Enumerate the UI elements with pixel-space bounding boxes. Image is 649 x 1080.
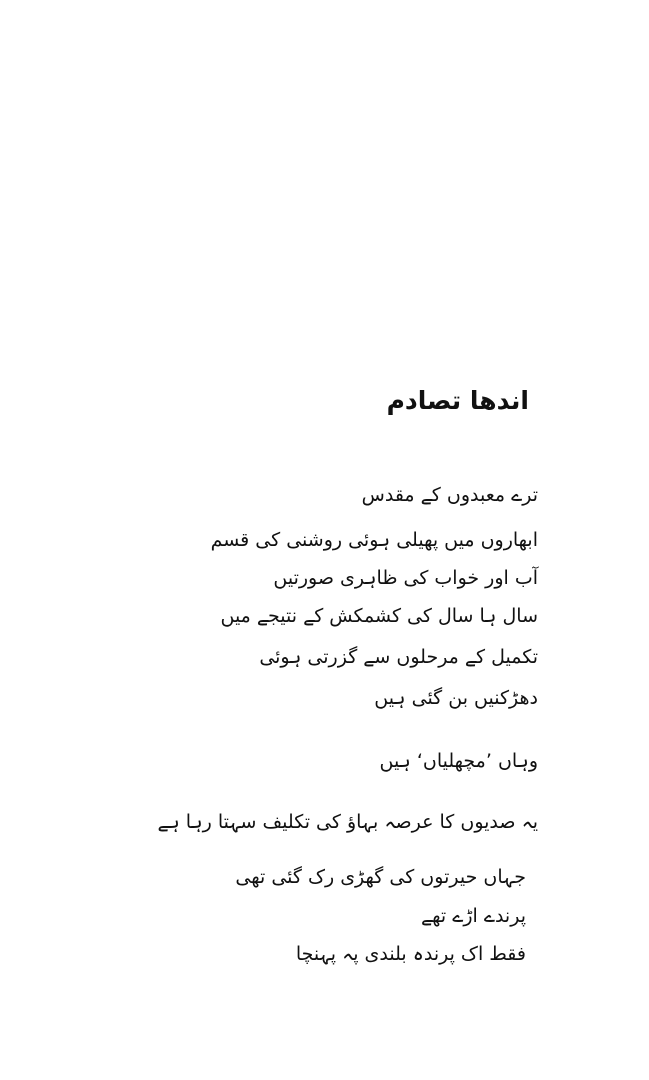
poem-line-1: ترے معبدوں کے مقدس — [361, 484, 538, 506]
poem-line-3: آب اور خواب کی ظاہری صورتیں — [273, 567, 538, 589]
poem-line-4: سال ہا سال کی کشمکش کے نتیجے میں — [220, 605, 538, 627]
poem-line-8: یہ صدیوں کا عرصہ بہاؤ کی تکلیف سہتا رہا ہے — [157, 811, 538, 833]
poem-title: اندھا تصادم — [386, 386, 529, 415]
poem-line-6: دھڑکنیں بن گئی ہیں — [374, 687, 538, 709]
poem-line-11: فقط اک پرندہ بلندی پہ پہنچا — [295, 943, 526, 965]
poem-line-9: جہاں حیرتوں کی گھڑی رک گئی تھی — [235, 866, 526, 888]
poem-line-2: ابھاروں میں پھیلی ہوئی روشنی کی قسم — [210, 529, 538, 551]
poem-line-5: تکمیل کے مرحلوں سے گزرتی ہوئی — [259, 646, 538, 668]
poem-line-7: وہاں ’مچھلیاں‘ ہیں — [379, 750, 538, 772]
poem-line-10: پرندے اڑے تھے — [420, 905, 526, 927]
